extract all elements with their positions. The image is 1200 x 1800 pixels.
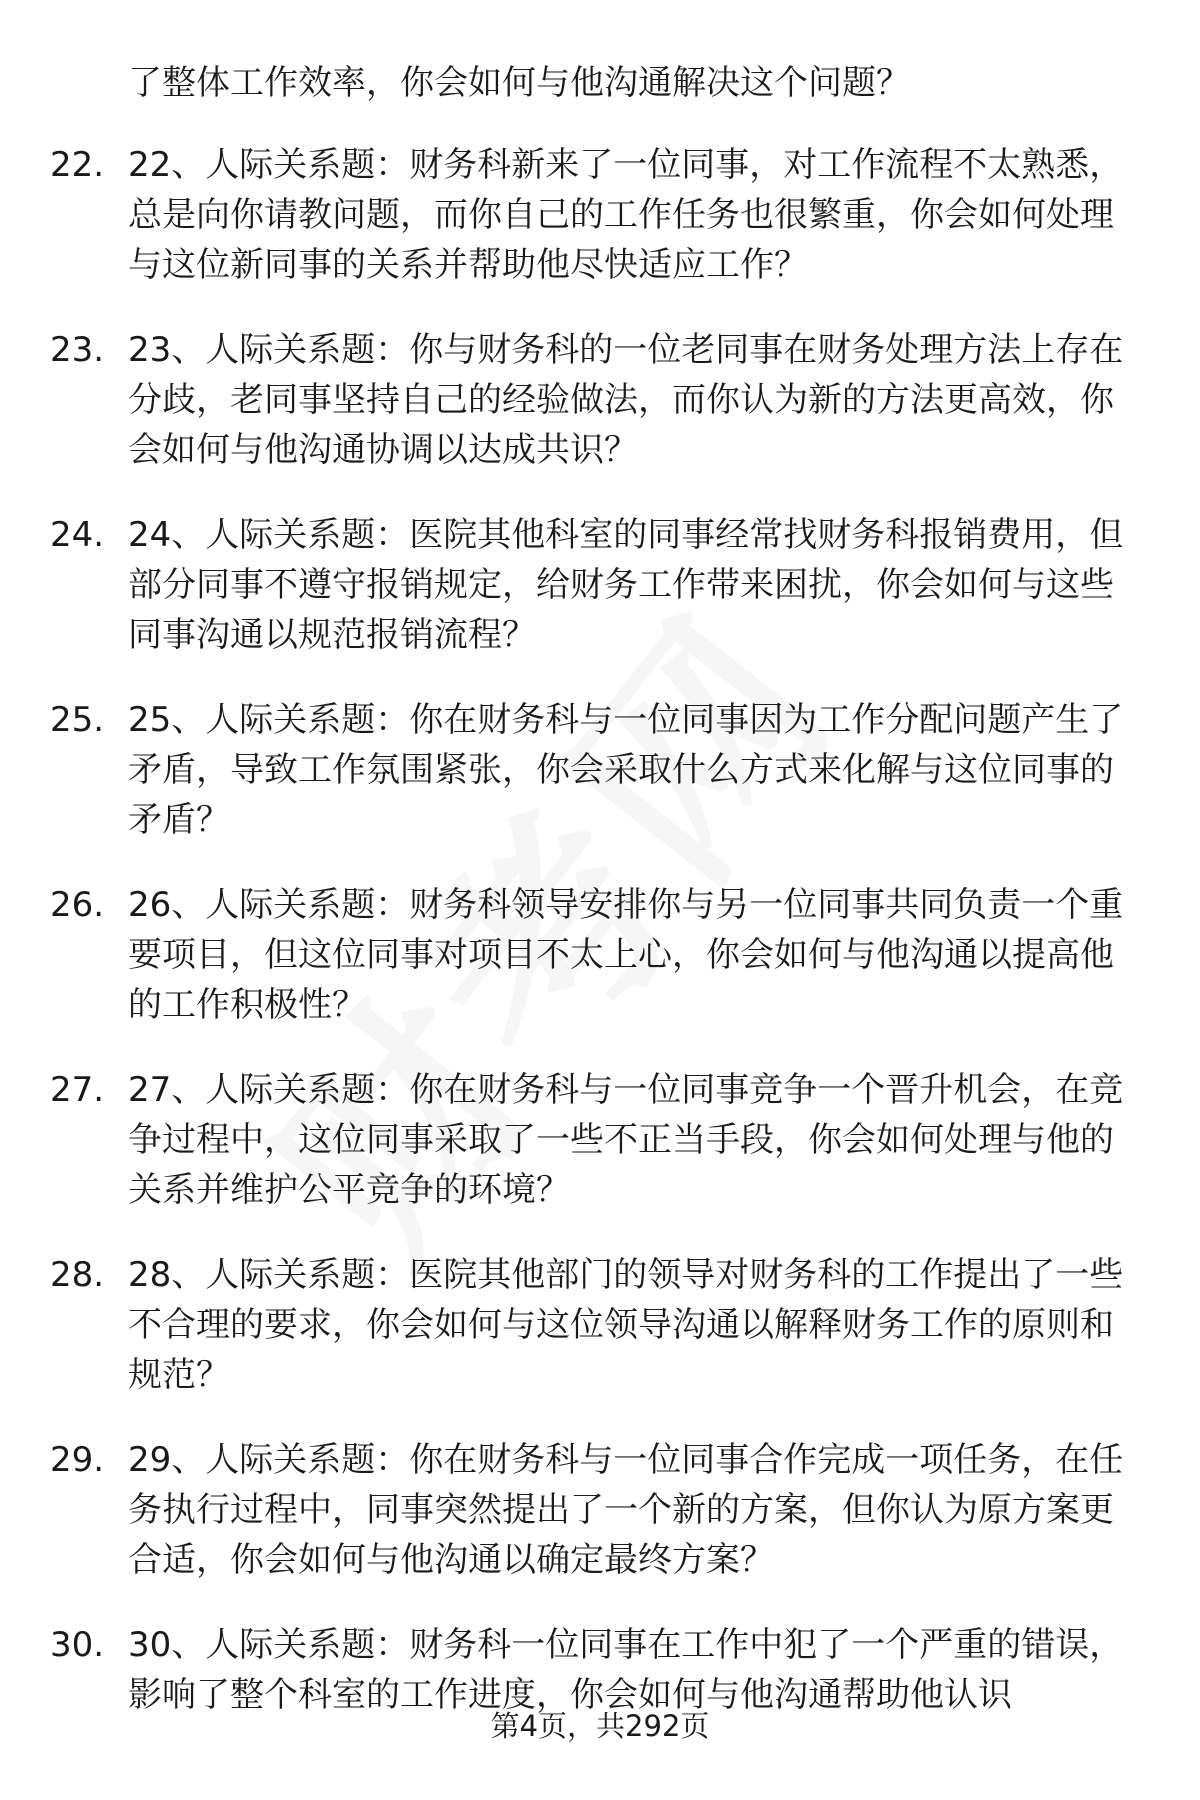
list-item-text: 22、人际关系题：财务科新来了一位同事，对工作流程不太熟悉，总是向你请教问题，而你自己的工作任务也很繁重，你会如何处理与这位新同事的关系并帮助他尽快适应工作？ bbox=[128, 145, 1124, 285]
list-item-text: 24、人际关系题：医院其他科室的同事经常找财务科报销费用，但部分同事不遵守报销规定，给财务工作带来困扰，你会如何与这些同事沟通以规范报销流程？ bbox=[128, 515, 1124, 655]
list-item-number: 30. bbox=[50, 1625, 105, 1665]
question-list bbox=[0, 140, 1200, 1800]
list-item-text: 23、人际关系题：你与财务科的一位老同事在财务处理方法上存在分歧，老同事坚持自己的经验做法，而你认为新的方法更高效，你会如何与他沟通协调以达成共识？ bbox=[128, 330, 1124, 470]
list-item-text: 25、人际关系题：你在财务科与一位同事因为工作分配问题产生了矛盾，导致工作氛围紧张，你会采取什么方式来化解与这位同事的矛盾？ bbox=[128, 700, 1124, 840]
list-item-text: 30、人际关系题：财务科一位同事在工作中犯了一个严重的错误，影响了整个科室的工作进度，你会如何与他沟通帮助他认识 bbox=[128, 1625, 1124, 1715]
list-item-number: 27. bbox=[50, 1070, 105, 1110]
list-item-number: 26. bbox=[50, 885, 105, 925]
list-item bbox=[0, 510, 1200, 695]
list-item-number: 23. bbox=[50, 330, 105, 370]
list-item-text: 29、人际关系题：你在财务科与一位同事合作完成一项任务，在任务执行过程中，同事突然提出了一个新的方案，但你认为原方案更合适，你会如何与他沟通以确定最终方案？ bbox=[128, 1440, 1124, 1580]
list-item-number: 29. bbox=[50, 1440, 105, 1480]
list-item bbox=[0, 140, 1200, 325]
list-item-text: 26、人际关系题：财务科领导安排你与另一位同事共同负责一个重要项目，但这位同事对项目不太上心，你会如何与他沟通以提高他的工作积极性？ bbox=[128, 885, 1124, 1025]
list-item-number: 28. bbox=[50, 1255, 105, 1295]
question-continuation: 了整体工作效率，你会如何与他沟通解决这个问题？ bbox=[128, 63, 910, 103]
list-item bbox=[0, 1435, 1200, 1620]
list-item bbox=[0, 1065, 1200, 1250]
page-number-footer: 第4页，共292页 bbox=[490, 1709, 710, 1743]
list-item-text: 27、人际关系题：你在财务科与一位同事竞争一个晋升机会，在竞争过程中，这位同事采取了一些不正当手段，你会如何处理与他的关系并维护公平竞争的环境？ bbox=[128, 1070, 1124, 1210]
list-item-number: 25. bbox=[50, 700, 105, 740]
list-item-number: 22. bbox=[50, 145, 105, 185]
list-item bbox=[0, 695, 1200, 880]
list-item bbox=[0, 325, 1200, 510]
list-item-number: 24. bbox=[50, 515, 105, 555]
list-item bbox=[0, 880, 1200, 1065]
list-item-text: 28、人际关系题：医院其他部门的领导对财务科的工作提出了一些不合理的要求，你会如何与这位领导沟通以解释财务工作的原则和规范？ bbox=[128, 1255, 1124, 1395]
list-item bbox=[0, 1250, 1200, 1435]
